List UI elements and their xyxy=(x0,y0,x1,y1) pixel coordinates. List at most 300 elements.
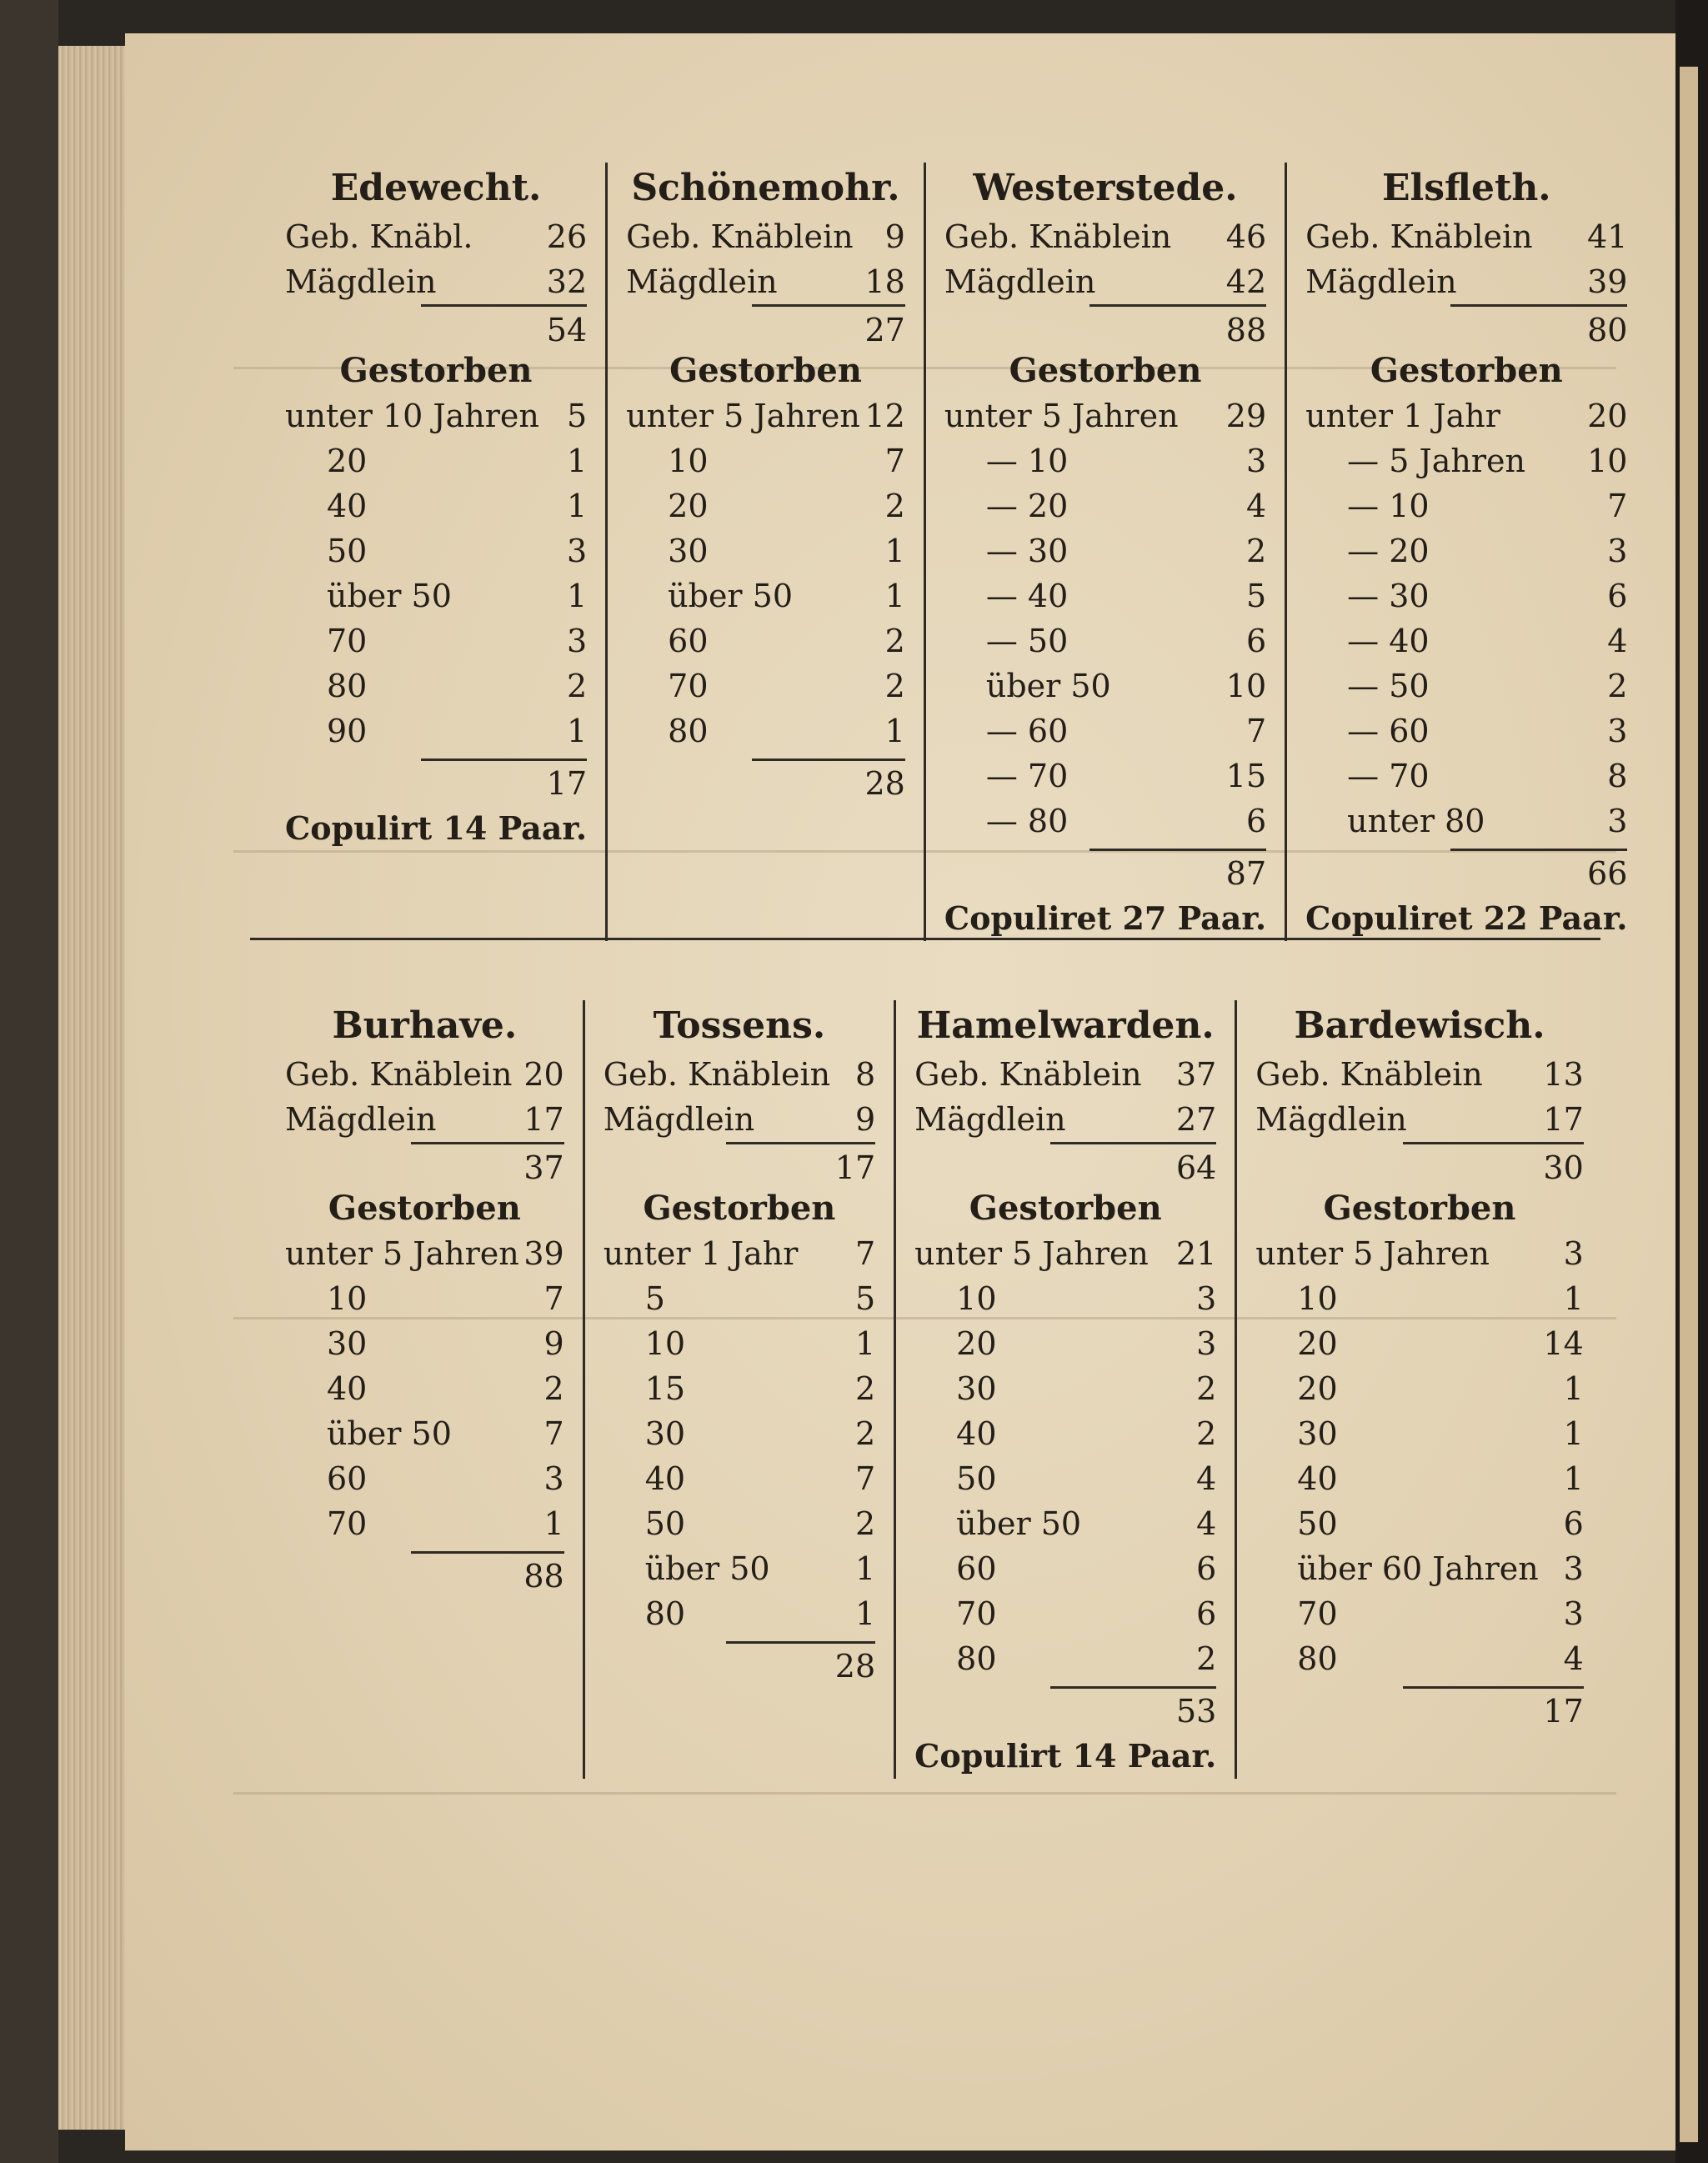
deaths-age: — 80 xyxy=(985,803,1069,839)
births-count: 26 xyxy=(546,218,588,255)
deaths-heading: Gestorben xyxy=(1370,351,1563,390)
parish-column xyxy=(896,1000,1237,1779)
deaths-row xyxy=(944,438,1266,483)
deaths-count: 6 xyxy=(1563,1505,1584,1542)
deaths-age: 70 xyxy=(327,1505,368,1542)
deaths-count: 2 xyxy=(1196,1640,1217,1677)
deaths-row xyxy=(604,1591,875,1636)
deaths-age: — 30 xyxy=(985,533,1069,569)
deaths-age: über 50 xyxy=(956,1505,1082,1542)
deaths-total: 17 xyxy=(546,765,588,802)
births-row xyxy=(1255,1052,1583,1097)
deaths-age: unter 10 Jahren xyxy=(285,398,539,434)
marriages-count: Copuliret 27 Paar. xyxy=(944,899,1267,937)
deaths-row xyxy=(914,1231,1216,1276)
deaths-total: 88 xyxy=(523,1558,564,1595)
parish-name: Hamelwarden. xyxy=(916,1004,1215,1047)
deaths-row xyxy=(1255,1636,1583,1681)
parish-name: Burhave. xyxy=(332,1004,518,1047)
deaths-age: 30 xyxy=(644,1415,686,1452)
deaths-count: 3 xyxy=(1196,1325,1217,1362)
deaths-age: 50 xyxy=(327,533,368,569)
births-count: 46 xyxy=(1225,218,1267,255)
deaths-count: 1 xyxy=(854,1595,876,1632)
deaths-count: 6 xyxy=(1196,1550,1217,1587)
deaths-age: 20 xyxy=(1297,1370,1338,1407)
deaths-age: 70 xyxy=(327,623,368,659)
deaths-row xyxy=(285,393,587,438)
deaths-count: 9 xyxy=(543,1325,564,1362)
deaths-count: 14 xyxy=(1543,1325,1584,1362)
deaths-age: 70 xyxy=(1297,1595,1338,1632)
deaths-age: 80 xyxy=(956,1640,997,1677)
deaths-count: 3 xyxy=(566,623,588,659)
deaths-age: — 5 Jahren xyxy=(1347,443,1525,479)
births-row xyxy=(626,214,905,259)
births-row xyxy=(604,1052,875,1097)
births-total: 27 xyxy=(864,312,905,348)
births-label: Geb. Knäblein xyxy=(944,218,1172,255)
births-count: 17 xyxy=(523,1101,564,1138)
deaths-row xyxy=(944,573,1266,618)
deaths-heading: Gestorben xyxy=(669,351,862,390)
births-count: 8 xyxy=(854,1056,876,1093)
births-label: Geb. Knäblein xyxy=(1305,218,1533,255)
deaths-row xyxy=(604,1321,875,1366)
deaths-row xyxy=(914,1321,1216,1366)
deaths-count: 3 xyxy=(1607,533,1628,569)
deaths-count: 2 xyxy=(543,1370,564,1407)
deaths-row xyxy=(285,663,587,708)
deaths-row xyxy=(1305,708,1627,754)
deaths-count: 21 xyxy=(1175,1235,1217,1272)
deaths-row xyxy=(285,1411,564,1456)
deaths-row xyxy=(285,618,587,663)
deaths-age: — 60 xyxy=(985,713,1069,749)
deaths-count: 3 xyxy=(1563,1595,1584,1632)
deaths-count: 2 xyxy=(884,623,905,659)
deaths-count: 1 xyxy=(566,578,588,614)
next-page-edge xyxy=(1680,67,1698,2142)
deaths-count: 3 xyxy=(1607,713,1628,749)
births-row xyxy=(914,1097,1216,1142)
deaths-row xyxy=(944,799,1266,844)
deaths-row xyxy=(1255,1231,1583,1276)
deaths-row xyxy=(1305,483,1627,528)
deaths-age: 50 xyxy=(956,1460,997,1497)
deaths-count: 15 xyxy=(1225,758,1267,794)
deaths-age: unter 1 Jahr xyxy=(603,1235,799,1272)
deaths-count: 1 xyxy=(1563,1370,1584,1407)
deaths-count: 6 xyxy=(1196,1595,1217,1632)
deaths-age: 80 xyxy=(1297,1640,1338,1677)
deaths-age: 90 xyxy=(327,713,368,749)
deaths-count: 7 xyxy=(543,1280,564,1317)
births-total: 88 xyxy=(1225,312,1267,348)
births-label: Geb. Knäblein xyxy=(914,1056,1142,1093)
deaths-count: 2 xyxy=(1245,533,1267,569)
deaths-row xyxy=(944,708,1266,754)
deaths-row xyxy=(626,483,905,528)
births-count: 9 xyxy=(854,1101,876,1138)
deaths-age: 10 xyxy=(1297,1280,1338,1317)
deaths-count: 29 xyxy=(1225,398,1267,434)
deaths-row xyxy=(1255,1321,1583,1366)
deaths-age: 80 xyxy=(327,668,368,704)
deaths-age: 70 xyxy=(956,1595,997,1632)
deaths-count: 7 xyxy=(854,1235,876,1272)
deaths-count: 10 xyxy=(1225,668,1267,704)
deaths-age: unter 1 Jahr xyxy=(1305,398,1500,434)
births-label: Mägdlein xyxy=(914,1101,1066,1138)
deaths-row xyxy=(285,1456,564,1501)
births-label: Mägdlein xyxy=(1305,263,1457,300)
deaths-row xyxy=(914,1501,1216,1546)
deaths-count: 1 xyxy=(884,533,905,569)
births-row xyxy=(285,214,587,259)
deaths-age: 40 xyxy=(327,1370,368,1407)
deaths-row xyxy=(285,1231,564,1276)
births-count: 39 xyxy=(1587,263,1628,300)
deaths-age: 80 xyxy=(644,1595,686,1632)
deaths-age: 10 xyxy=(956,1280,997,1317)
deaths-row xyxy=(1305,618,1627,663)
deaths-row xyxy=(626,573,905,618)
deaths-age: unter 5 Jahren xyxy=(1255,1235,1490,1272)
deaths-total: 28 xyxy=(834,1648,876,1685)
deaths-count: 6 xyxy=(1607,578,1628,614)
deaths-age: — 20 xyxy=(985,488,1069,524)
births-total: 37 xyxy=(523,1149,564,1186)
deaths-age: — 70 xyxy=(985,758,1069,794)
deaths-count: 3 xyxy=(1563,1550,1584,1587)
deaths-total: 53 xyxy=(1175,1693,1217,1730)
births-label: Geb. Knäblein xyxy=(1255,1056,1483,1093)
parish-column xyxy=(267,163,608,941)
deaths-count: 1 xyxy=(854,1325,876,1362)
deaths-age: unter 80 xyxy=(1347,803,1485,839)
deaths-age: 15 xyxy=(644,1370,686,1407)
bleed-through xyxy=(233,1792,1616,1795)
deaths-age: — 20 xyxy=(1347,533,1430,569)
deaths-row xyxy=(914,1411,1216,1456)
deaths-heading: Gestorben xyxy=(969,1189,1162,1228)
parish-column xyxy=(267,1000,585,1779)
deaths-age: — 30 xyxy=(1347,578,1430,614)
births-row xyxy=(604,1097,875,1142)
parish-table-top xyxy=(267,163,1628,941)
births-count: 41 xyxy=(1587,218,1628,255)
deaths-age: — 60 xyxy=(1347,713,1430,749)
births-count: 32 xyxy=(546,263,588,300)
deaths-age: 30 xyxy=(1297,1415,1338,1452)
deaths-row xyxy=(626,528,905,573)
deaths-age: — 10 xyxy=(985,443,1069,479)
parish-column xyxy=(608,163,926,941)
births-count: 18 xyxy=(864,263,905,300)
book-spine-shadow xyxy=(0,0,58,2163)
deaths-row xyxy=(285,708,587,754)
deaths-age: 40 xyxy=(956,1415,997,1452)
deaths-age: — 10 xyxy=(1347,488,1430,524)
deaths-heading: Gestorben xyxy=(1009,351,1202,390)
deaths-row xyxy=(604,1501,875,1546)
deaths-row xyxy=(626,708,905,754)
deaths-count: 3 xyxy=(1196,1280,1217,1317)
births-count: 17 xyxy=(1543,1101,1584,1138)
births-label: Geb. Knäblein xyxy=(626,218,854,255)
deaths-row xyxy=(944,754,1266,799)
deaths-count: 1 xyxy=(884,578,905,614)
deaths-row xyxy=(1305,799,1627,844)
deaths-total: 28 xyxy=(864,765,905,802)
deaths-age: unter 5 Jahren xyxy=(285,1235,519,1272)
deaths-count: 2 xyxy=(854,1505,876,1542)
deaths-count: 5 xyxy=(1245,578,1267,614)
deaths-row xyxy=(914,1546,1216,1591)
deaths-age: 10 xyxy=(644,1325,686,1362)
deaths-age: unter 5 Jahren xyxy=(914,1235,1149,1272)
deaths-row xyxy=(914,1456,1216,1501)
deaths-age: über 50 xyxy=(985,668,1111,704)
births-row xyxy=(944,259,1266,304)
parish-table-bottom xyxy=(267,1000,1600,1779)
births-total: 64 xyxy=(1175,1149,1217,1186)
deaths-count: 2 xyxy=(1196,1415,1217,1452)
deaths-count: 2 xyxy=(884,668,905,704)
deaths-row xyxy=(944,618,1266,663)
deaths-count: 2 xyxy=(854,1415,876,1452)
deaths-count: 4 xyxy=(1607,623,1628,659)
deaths-age: 20 xyxy=(327,443,368,479)
deaths-count: 3 xyxy=(543,1460,564,1497)
deaths-row xyxy=(285,483,587,528)
deaths-row xyxy=(626,393,905,438)
deaths-count: 2 xyxy=(1607,668,1628,704)
marriages-count: Copulirt 14 Paar. xyxy=(914,1737,1217,1775)
parish-name: Schönemohr. xyxy=(631,167,900,209)
deaths-age: — 70 xyxy=(1347,758,1430,794)
deaths-row xyxy=(604,1546,875,1591)
deaths-age: — 40 xyxy=(1347,623,1430,659)
deaths-count: 1 xyxy=(543,1505,564,1542)
deaths-row xyxy=(604,1456,875,1501)
deaths-age: über 50 xyxy=(327,1415,452,1452)
parish-name: Tossens. xyxy=(653,1004,826,1047)
deaths-age: 30 xyxy=(956,1370,997,1407)
deaths-row xyxy=(626,663,905,708)
births-count: 20 xyxy=(523,1056,564,1093)
deaths-age: — 50 xyxy=(985,623,1069,659)
deaths-count: 7 xyxy=(1245,713,1267,749)
deaths-row xyxy=(1305,754,1627,799)
parish-name: Bardewisch. xyxy=(1294,1004,1545,1047)
parish-column xyxy=(585,1000,896,1779)
births-total: 17 xyxy=(834,1149,876,1186)
deaths-count: 3 xyxy=(1607,803,1628,839)
births-row xyxy=(914,1052,1216,1097)
parish-name: Westerstede. xyxy=(973,167,1238,209)
deaths-count: 1 xyxy=(566,713,588,749)
deaths-row xyxy=(1255,1456,1583,1501)
births-count: 27 xyxy=(1175,1101,1217,1138)
deaths-row xyxy=(944,663,1266,708)
births-row xyxy=(1305,259,1627,304)
deaths-age: 20 xyxy=(668,488,709,524)
section-divider xyxy=(250,938,1600,940)
births-label: Mägdlein xyxy=(944,263,1096,300)
deaths-row xyxy=(1305,573,1627,618)
births-label: Mägdlein xyxy=(1255,1101,1407,1138)
births-label: Geb. Knäblein xyxy=(603,1056,831,1093)
deaths-total: 17 xyxy=(1543,1693,1584,1730)
births-label: Geb. Knäblein xyxy=(285,1056,513,1093)
deaths-row xyxy=(1305,528,1627,573)
deaths-age: 30 xyxy=(327,1325,368,1362)
births-label: Mägdlein xyxy=(626,263,778,300)
births-row xyxy=(944,214,1266,259)
deaths-row xyxy=(1255,1546,1583,1591)
deaths-count: 5 xyxy=(854,1280,876,1317)
births-row xyxy=(1255,1097,1583,1142)
deaths-count: 3 xyxy=(1245,443,1267,479)
deaths-age: 50 xyxy=(1297,1505,1338,1542)
deaths-age: über 60 Jahren xyxy=(1297,1550,1539,1587)
births-row xyxy=(1305,214,1627,259)
parish-name: Edewecht. xyxy=(330,167,542,209)
deaths-count: 4 xyxy=(1563,1640,1584,1677)
deaths-row xyxy=(1255,1591,1583,1636)
deaths-row xyxy=(285,438,587,483)
deaths-count: 2 xyxy=(854,1370,876,1407)
deaths-count: 8 xyxy=(1607,758,1628,794)
deaths-count: 1 xyxy=(566,488,588,524)
deaths-age: 70 xyxy=(668,668,709,704)
births-row xyxy=(285,259,587,304)
deaths-age: 30 xyxy=(668,533,709,569)
deaths-count: 2 xyxy=(1196,1370,1217,1407)
deaths-heading: Gestorben xyxy=(328,1189,521,1228)
deaths-count: 1 xyxy=(1563,1415,1584,1452)
deaths-count: 5 xyxy=(566,398,588,434)
births-label: Mägdlein xyxy=(285,263,437,300)
deaths-age: — 50 xyxy=(1347,668,1430,704)
deaths-row xyxy=(1255,1501,1583,1546)
deaths-row xyxy=(285,1276,564,1321)
deaths-row xyxy=(1255,1276,1583,1321)
parish-column xyxy=(1287,163,1645,941)
deaths-total: 66 xyxy=(1587,855,1628,892)
deaths-age: — 40 xyxy=(985,578,1069,614)
deaths-heading: Gestorben xyxy=(643,1189,836,1228)
births-total: 54 xyxy=(546,312,588,348)
deaths-count: 6 xyxy=(1245,623,1267,659)
deaths-count: 12 xyxy=(864,398,905,434)
deaths-row xyxy=(1305,438,1627,483)
parish-column xyxy=(1237,1000,1601,1779)
deaths-age: 60 xyxy=(668,623,709,659)
deaths-row xyxy=(1305,663,1627,708)
births-label: Mägdlein xyxy=(603,1101,755,1138)
deaths-row xyxy=(285,1321,564,1366)
deaths-count: 7 xyxy=(1607,488,1628,524)
marriages-count: Copulirt 14 Paar. xyxy=(285,809,588,847)
deaths-age: 50 xyxy=(644,1505,686,1542)
deaths-heading: Gestorben xyxy=(1323,1189,1516,1228)
deaths-row xyxy=(285,1366,564,1411)
deaths-count: 2 xyxy=(884,488,905,524)
deaths-row xyxy=(1255,1366,1583,1411)
deaths-row xyxy=(914,1636,1216,1681)
deaths-age: 60 xyxy=(327,1460,368,1497)
births-count: 13 xyxy=(1543,1056,1584,1093)
deaths-age: unter 5 Jahren xyxy=(944,398,1179,434)
births-count: 9 xyxy=(884,218,905,255)
deaths-age: 20 xyxy=(1297,1325,1338,1362)
births-total: 30 xyxy=(1543,1149,1584,1186)
deaths-count: 2 xyxy=(566,668,588,704)
deaths-age: über 50 xyxy=(668,578,794,614)
deaths-count: 4 xyxy=(1245,488,1267,524)
parish-column xyxy=(926,163,1287,941)
deaths-count: 7 xyxy=(884,443,905,479)
deaths-count: 1 xyxy=(884,713,905,749)
deaths-count: 7 xyxy=(543,1415,564,1452)
births-count: 37 xyxy=(1175,1056,1217,1093)
deaths-count: 20 xyxy=(1587,398,1628,434)
deaths-row xyxy=(914,1276,1216,1321)
deaths-row xyxy=(604,1276,875,1321)
deaths-heading: Gestorben xyxy=(339,351,533,390)
deaths-row xyxy=(626,618,905,663)
deaths-row xyxy=(626,438,905,483)
deaths-row xyxy=(1255,1411,1583,1456)
deaths-age: 10 xyxy=(668,443,709,479)
deaths-count: 1 xyxy=(1563,1280,1584,1317)
deaths-count: 6 xyxy=(1245,803,1267,839)
births-row xyxy=(285,1052,564,1097)
deaths-age: über 50 xyxy=(327,578,452,614)
deaths-age: 40 xyxy=(644,1460,686,1497)
births-label: Mägdlein xyxy=(285,1101,437,1138)
deaths-count: 3 xyxy=(1563,1235,1584,1272)
deaths-row xyxy=(944,393,1266,438)
deaths-count: 10 xyxy=(1587,443,1628,479)
deaths-row xyxy=(604,1231,875,1276)
deaths-age: 10 xyxy=(327,1280,368,1317)
deaths-row xyxy=(914,1366,1216,1411)
deaths-row xyxy=(285,573,587,618)
deaths-age: 5 xyxy=(644,1280,665,1317)
deaths-age: 40 xyxy=(1297,1460,1338,1497)
deaths-row xyxy=(944,483,1266,528)
deaths-count: 3 xyxy=(566,533,588,569)
marriages-count: Copuliret 22 Paar. xyxy=(1305,899,1628,937)
deaths-age: unter 5 Jahren xyxy=(626,398,860,434)
deaths-count: 4 xyxy=(1196,1505,1217,1542)
births-row xyxy=(626,259,905,304)
births-total: 80 xyxy=(1587,312,1628,348)
deaths-age: 40 xyxy=(327,488,368,524)
deaths-row xyxy=(604,1411,875,1456)
deaths-count: 7 xyxy=(854,1460,876,1497)
deaths-age: 20 xyxy=(956,1325,997,1362)
deaths-row xyxy=(944,528,1266,573)
deaths-row xyxy=(1305,393,1627,438)
deaths-total: 87 xyxy=(1225,855,1267,892)
deaths-count: 39 xyxy=(523,1235,564,1272)
deaths-count: 4 xyxy=(1196,1460,1217,1497)
